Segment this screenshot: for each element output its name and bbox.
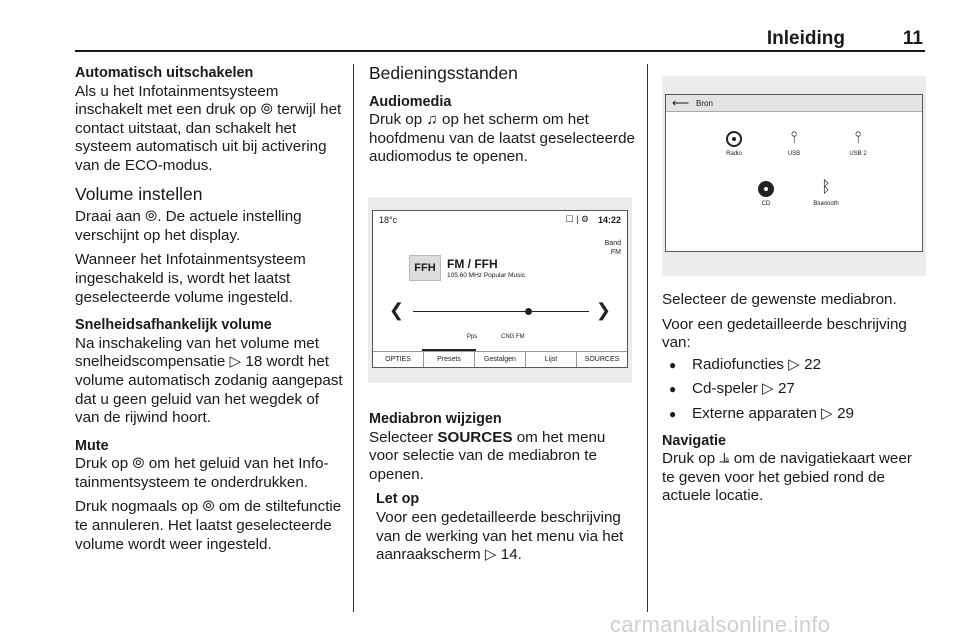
temperature: 18°c <box>379 215 398 225</box>
page-header <box>75 28 925 50</box>
auto-off-heading: Automatisch uitschakelen <box>75 65 254 81</box>
presets-button[interactable]: Presets <box>424 352 475 367</box>
speed-volume-heading: Snelheidsafhankelijk volume <box>75 317 272 334</box>
source-screen-title: Bron <box>696 99 713 108</box>
auto-off-text: Als u het Infotainmentsysteem inschakelt met een druk op ⦾ terwijl het contact uitstaat, dan schakelt het systeem automatisch uit bij activering van de ECO-modus. <box>75 82 342 174</box>
usb-2-icon: ⫯ <box>854 129 862 146</box>
rds-label: Pps <box>467 334 478 340</box>
column-2 <box>369 64 639 173</box>
radio-icon <box>726 131 742 147</box>
navigation-text: Druk op ⫡ om de navigatiekaart weer te geven voor het gebied rond de actuele locatie. <box>662 450 912 505</box>
source-screen <box>665 94 923 252</box>
change-source-text-post: om het menu voor selectie van de mediabron te openen. <box>369 428 606 483</box>
next-arrow-icon[interactable]: ❯ <box>595 300 611 320</box>
volume-text-2: Wanneer het Infotainmentsysteem ingeschakeld is, wordt het laatst geselecteerde volume ingesteld. <box>75 251 306 306</box>
list-item: ● Externe apparaten ▷ 29 <box>662 405 928 424</box>
status-bar <box>373 211 627 229</box>
section-title: Inleiding <box>766 28 845 49</box>
change-source-text <box>369 429 639 485</box>
volume-text-1: Draai aan ⦾. De actuele instelling verschijnt op het display. <box>75 208 302 244</box>
watermark: carmanualsonline.info <box>610 612 831 637</box>
cd-icon <box>758 181 774 197</box>
sources-keyword: SOURCES <box>437 428 513 446</box>
station-info: 105.60 MHz Popular Music <box>447 272 526 279</box>
change-source-heading: Mediabron wijzigen <box>369 411 502 427</box>
navigation-heading: Navigatie <box>662 432 726 449</box>
page-number: 11 <box>902 28 923 49</box>
sources-button[interactable]: SOURCES <box>584 356 620 363</box>
operating-modes-heading: Bedieningsstanden <box>369 63 518 83</box>
mute-text-1: Druk op ⦾ om het geluid van het Infotainmentsysteem te onderdrukken. <box>75 455 329 491</box>
list-button[interactable]: Lijst <box>526 352 577 367</box>
source-radio[interactable]: Radio <box>704 131 764 157</box>
source-screen-illustration <box>662 76 926 276</box>
tuning-slider-knob[interactable] <box>525 308 532 315</box>
column-divider-2 <box>647 64 648 612</box>
source-cd[interactable]: CD <box>736 181 796 207</box>
source-screen-header <box>666 95 922 112</box>
note-heading: Let op <box>376 491 420 508</box>
speed-volume-text: Na inschakeling van het volume met snelheidscompensatie ▷ 18 wordt het volume automatisch zodanig aangepast dat u geen geluid van het wegdek of van de rijwind hoort. <box>75 334 343 427</box>
note-text: Voor een gedetailleerde beschrijving van de werking van het menu via het aanraakscherm ▷ 14. <box>376 508 624 564</box>
band-indicator <box>605 239 621 257</box>
station-logo: FFH <box>409 255 441 281</box>
audio-media-heading: Audiomedia <box>369 93 452 110</box>
phone-settings-icon: ☐ | ⚙ <box>565 214 589 224</box>
audio-screen-illustration <box>368 197 632 383</box>
mute-text-2: Druk nogmaals op ⦾ om de stiltefunctie te annuleren. Het laatst geselecteerde volume wordt weer ingesteld. <box>75 498 342 553</box>
header-rule <box>75 50 925 52</box>
volume-heading: Volume instellen <box>75 183 203 204</box>
audio-screen <box>372 210 628 368</box>
select-source-text: Selecteer de gewenste mediabron. <box>662 291 897 308</box>
note-block <box>369 490 639 564</box>
mute-heading: Mute <box>75 437 109 454</box>
bluetooth-icon: ᛒ <box>821 179 831 196</box>
options-button[interactable]: OPTIES <box>373 352 424 367</box>
gestalgen-button[interactable]: Gestalgen <box>475 352 526 367</box>
clock: 14:22 <box>597 215 621 225</box>
rds-info: CNG FM <box>501 334 525 340</box>
bottom-menu-bar <box>373 351 627 367</box>
list-item: ● Cd-speler ▷ 27 <box>662 380 928 399</box>
audio-media-text: Druk op ♫ op het scherm om het hoofdmenu van de laatst geselecteerde audiomodus te openen. <box>369 111 635 166</box>
tuning-slider[interactable] <box>413 311 589 312</box>
reference-list <box>662 356 928 424</box>
column-3 <box>662 291 928 512</box>
back-arrow-icon[interactable]: ⟵ <box>672 96 690 110</box>
band-label: Band <box>604 240 621 247</box>
column-divider-1 <box>353 64 354 612</box>
change-source-text-pre: Selecteer <box>369 428 438 446</box>
usb-icon: ⫯ <box>790 129 798 146</box>
source-bluetooth[interactable]: ᛒ Bluetooth <box>796 179 856 207</box>
source-usb[interactable]: ⫯ USB <box>764 129 824 157</box>
prev-arrow-icon[interactable]: ❮ <box>389 300 405 320</box>
detail-text: Voor een gedetailleerde beschrijving van: <box>662 315 907 352</box>
column-2-lower <box>369 410 639 571</box>
station-name: FM / FFH <box>447 257 498 271</box>
column-1 <box>75 64 345 560</box>
source-usb-2[interactable]: ⫯ USB 2 <box>828 129 888 157</box>
band-value: FM <box>610 249 621 256</box>
list-item: ● Radiofuncties ▷ 22 <box>662 356 928 375</box>
